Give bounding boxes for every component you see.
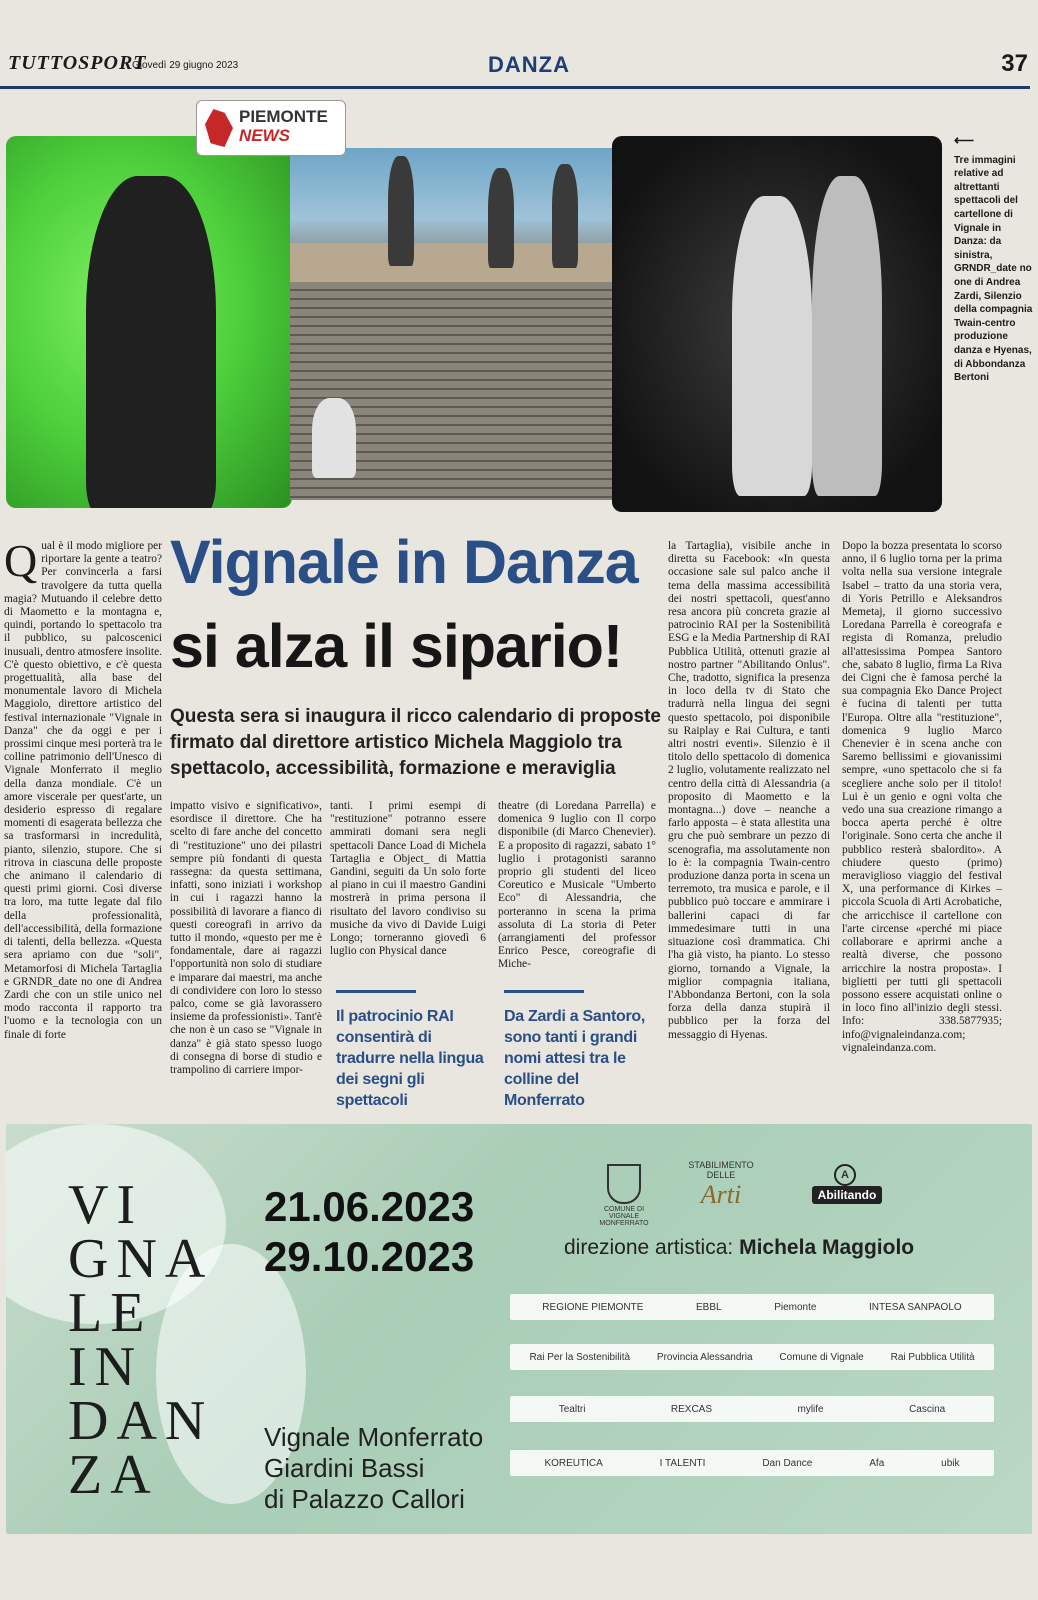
- headline-line-2: si alza il sipario!: [170, 612, 623, 680]
- column-1-text: ual è il modo migliore per riportare la gente a teatro? Per convincerla a farsi travolgere da tutta quella magia? Mutuando il celebre detto di Maometto e la montagna e, quindi, portando lo spettacolo tra il pubblico, su palcoscenici inusuali, dentro atmosfere insolite. C'è questo obiettivo, e c'è questa progettualità, alla base del monumentale lavoro di Michela Maggiolo, direttore artistico del festival internazionale "Vignale in Danza" che da oggi e per i prossimi cinque mesi porterà tra le colline patrimonio dell'Unesco di Vignale Monferrato il meglio della danza mondiale. C'è un amore viscerale per quest'arte, un desiderio espresso di regalare momenti di esagerata bellezza che sa trasformarsi in incredulità, pianto, silenzio, stupore. Che si ritrova in ciascuna delle proposte che animano il calendario di questi primi giorni. Così diverse tra loro, ma tutte legate dal filo della professionalità, dell'accessibilità, della formazione di talenti, della bellezza. «Questa sera apriamo con due "soli", Metamorfosi di Michela Tartaglia e GRNDR_date no one di Andrea Zardi che con un stile unico nel modo racconta il rapporto tra l'uomo e la tecnologia con un finale di forte: [4, 540, 162, 1041]
- article-column-5: [668, 540, 830, 1042]
- dancer-silhouette: [86, 176, 216, 508]
- seated-dancer: [312, 398, 356, 478]
- dropcap: Q: [4, 535, 38, 586]
- direction-label: direzione artistica:: [564, 1236, 734, 1259]
- artistic-direction: [564, 1236, 914, 1260]
- venue-line-3: di Palazzo Callori: [264, 1484, 465, 1514]
- arti-label: Arti: [700, 1180, 742, 1209]
- festival-venue: [264, 1422, 483, 1515]
- festival-title-text: VI GNA LE IN DAN ZA: [68, 1174, 214, 1506]
- sponsor-logo: INTESA SANPAOLO: [869, 1301, 962, 1313]
- sponsor-logo: ubik: [941, 1457, 960, 1469]
- pullquote-rai: Il patrocinio RAI consentirà di tradurre nella lingua dei segni gli spettacoli: [336, 1008, 484, 1109]
- a-circle-icon: A: [834, 1164, 856, 1186]
- stab-label: STABILIMENTO DELLE: [688, 1160, 754, 1180]
- headline-line-1: Vignale in Danza: [170, 528, 638, 596]
- dancer-figure: [552, 164, 578, 268]
- column-5-text: la Tartaglia), visibile anche in diretta su Facebook: «In questa occasione sale sul palco anche il tema della massima accessibilità dei nostri spettacoli, quest'anno resa ancora più concreta grazie al patrocinio RAI per la Sostenibilità ESG e la Media Partnership di RAI Pubblica Utilità, ottenuti grazie al nostro partner "Abilitando Onlus". Che, tradotto, significa la presenza in loco della tv di Stato che tradurrà nella lingua dei segni questo spettacolo, poi disponibile su Raiplay e Rai Cultura, e tanti altri nostri eventi». Silenzio è il titolo dello spettacolo di domenica 2 luglio, volutamente realizzato nel centro della città di Alessandria (a proposito di Maometto e la montagna...) dove – neanche a farlo apposta – è stata allestita una gru che può sembrare un pezzo di scenografia, ma assolutamente non lo è: la compagnia Twain-centro produzione danza porta in scena un terremoto, tra musica e parole, e il pubblico può toccare e ammirare i ballerini capaci di far immedesimare tutti in una situazione così drammatica. Chi l'ha già visto, ha pianto. Lo stesso giorno, tornando a Vignale, la miglior compagnia italiana, l'Abbondanza Bertoni, con la sola forza della danza stupirà il pubblico per la forza del messaggio di Hyenas.: [668, 540, 830, 1041]
- sponsor-strip: [510, 1396, 994, 1422]
- comune-label: COMUNE DI VIGNALE MONFERRATO: [599, 1206, 649, 1227]
- sponsor-logo: Cascina: [909, 1403, 946, 1415]
- sponsor-logo: Dan Dance: [762, 1457, 813, 1469]
- sponsor-logo: mylife: [797, 1403, 824, 1415]
- abilitando-logo: [792, 1164, 902, 1204]
- sponsor-logo: KOREUTICA: [544, 1457, 603, 1469]
- column-4-text: theatre (di Loredana Parrella) e domenica 9 luglio con Il corpo disponibile (di Marco Chenevier). E a proposito di ragazzi, sabato 1° luglio i protagonisti saranno proprio gli studenti del liceo Coreutico e Musicale "Umberto Eco" di Alessandria, che porteranno in scena la prima assoluta di La storia di Peter (arrangiamenti del professor Enrico Pesce, coreografie di Miche-: [498, 800, 656, 971]
- dancer-figure: [732, 196, 812, 496]
- sponsor-logo: REGIONE PIEMONTE: [542, 1301, 644, 1313]
- pullquote-names: Da Zardi a Santoro, sono tanti i grandi nomi attesi tra le colline del Monferrato: [504, 1008, 645, 1109]
- photo-caption-text: Tre immagini relative ad altrettanti spettacoli del cartellone di Vignale in Danza: da sinistra, GRNDR_date no one di Andrea Zardi, Silenzio della compagnia Twain-centro produzione danza e Hyenas, di Abbondanza Bertoni: [954, 154, 1033, 384]
- sponsor-logo: REXCAS: [670, 1403, 713, 1415]
- date-start: 21.06.2023: [264, 1183, 475, 1230]
- sponsor-strip: [510, 1450, 994, 1476]
- article-column-1: [4, 535, 162, 1042]
- sponsor-strip: [510, 1344, 994, 1370]
- piemonte-news-badge: [196, 100, 346, 156]
- section-title: DANZA: [488, 52, 570, 77]
- badge-line-1: PIEMONTE: [239, 107, 328, 126]
- dancer-figure: [812, 176, 882, 496]
- badge-line-2: NEWS: [239, 126, 290, 145]
- venue-line-1: Vignale Monferrato: [264, 1422, 484, 1452]
- stabilimento-arti-logo: [676, 1160, 766, 1210]
- masthead: [8, 50, 1028, 88]
- photo-grndr-dancer: [6, 136, 292, 508]
- sponsor-logo: Piemonte: [774, 1301, 817, 1313]
- piemonte-map-icon: [205, 109, 233, 147]
- abilitando-label: Abilitando: [812, 1186, 883, 1204]
- photo-hyenas: [612, 136, 942, 512]
- venue-line-2: Giardini Bassi: [264, 1453, 425, 1483]
- article-column-4: [498, 800, 656, 972]
- comune-logo: [592, 1164, 656, 1227]
- column-6-text: Dopo la bozza presentata lo scorso anno, il 6 luglio torna per la prima volta nella sua versione integrale Isabel – tratto da una storia vera, di Yoris Petrillo e Aleksandros Memetaj, il giorno successivo Loredana Parrella è coreografa e regista di Romanza, preludio all'attesissima Pompea Santoro che, sabato 8 luglio, firma La Riva dei Cigni che è famosa perché la sua compagnia Eko Dance Project è fucina di talenti per tutta l'Europa. Oltre alla "restituzione", domenica 9 luglio Marco Chenevier è in scena anche con Saremo bellissimi e giovanissimi sempre, «uno spettacolo che si fa scegliere anche solo per il titolo! Lui è un genio e ogni volta che vedo una sua creazione rimango a bocca aperta perché è oltre l'originale. Sono certa che anche il pubblico resterà sbalordito». A chiudere questo (primo) meraviglioso viaggio del festival X, una performance di Kirkes – piccola Scuola di Arti Acrobatiche, che arricchisce il cartellone con l'arte circense «perché mi piace collaborare e aprirmi anche a realtà diverse, che possono arricchire la nostra proposta». I biglietti per tutti gli spettacoli possono essere acquistati online o in loco fino all'inizio degli stessi. Info: 338.5877935; info@vignaleindanza.com; vignaleindanza.com.: [842, 540, 1002, 1054]
- article-column-3: [330, 800, 486, 958]
- festival-dates: [264, 1182, 474, 1282]
- director-name: Michela Maggiolo: [739, 1236, 915, 1259]
- photo-caption: [954, 134, 1034, 385]
- sponsor-logo: EBBL: [696, 1301, 722, 1313]
- dancer-figure: [488, 168, 514, 268]
- festival-advert: [6, 1124, 1032, 1534]
- sponsor-strip: [510, 1294, 994, 1320]
- sponsor-logo: Tealtri: [558, 1403, 586, 1415]
- sponsor-logo: Provincia Alessandria: [656, 1351, 753, 1363]
- crest-icon: [607, 1164, 641, 1204]
- sponsor-logo: Rai Pubblica Utilità: [890, 1351, 975, 1363]
- sponsor-logo: I TALENTI: [659, 1457, 706, 1469]
- column-3-text: tanti. I primi esempi di "restituzione" potranno essere ammirati domani sera negli spettacoli Dance Load di Michela Tartaglia e Object_ di Mattia Gandini, seguiti da Un solo forte al piano in cui il maestro Gandini mostrerà in prima persona il risultato del lavoro condiviso su musiche da vivo di Davide Luigi Longo; torneranno giovedì 6 luglio con Physical dance: [330, 800, 486, 958]
- pullquote-rule: [336, 990, 416, 993]
- page-number: 37: [1001, 50, 1028, 77]
- newspaper-logo: TUTTOSPORT: [8, 52, 147, 74]
- column-2-text: impatto visivo e significativo», esordisce il direttore. Che ha scelto di fare anche del concetto di "restituzione" uno dei pilastri sempre più fondanti di questa rassegna: da questa settimana, infatti, sono iniziati i workshop in cui i ragazzi hanno la possibilità di lavorare a fianco di questi coreografi in arrivo da tutto il mondo, «questo per me è fondamentale, dare ai ragazzi l'opportunità non solo di studiare e imparare dai maestri, ma anche di condividere con loro lo stesso palco, come se già lavorassero insieme da professionisti». Tant'è che non è un caso se "Vignale in danza" è già stato spesso luogo di consegna di borse di studio e trampolino di carriere impor-: [170, 800, 322, 1077]
- sponsor-logo: Afa: [869, 1457, 885, 1469]
- sponsor-logo: Comune di Vignale: [779, 1351, 864, 1363]
- article-column-2: [170, 800, 322, 1077]
- date-end: 29.10.2023: [264, 1233, 475, 1280]
- issue-date: Giovedì 29 giugno 2023: [132, 60, 239, 71]
- article-column-6: [842, 540, 1002, 1055]
- masthead-rule: [0, 86, 1030, 89]
- festival-vertical-title: [68, 1174, 218, 1506]
- arrow-left-icon: ⟵: [954, 132, 975, 148]
- pullquote-rule: [504, 990, 584, 993]
- article-deck: Questa sera si inaugura il ricco calendario di proposte firmato dal direttore artistico Michela Maggiolo tra spettacolo, accessibilità, formazione e meraviglia: [170, 706, 661, 779]
- dancer-figure: [388, 156, 414, 266]
- sponsor-logo: Rai Per la Sostenibilità: [529, 1351, 631, 1363]
